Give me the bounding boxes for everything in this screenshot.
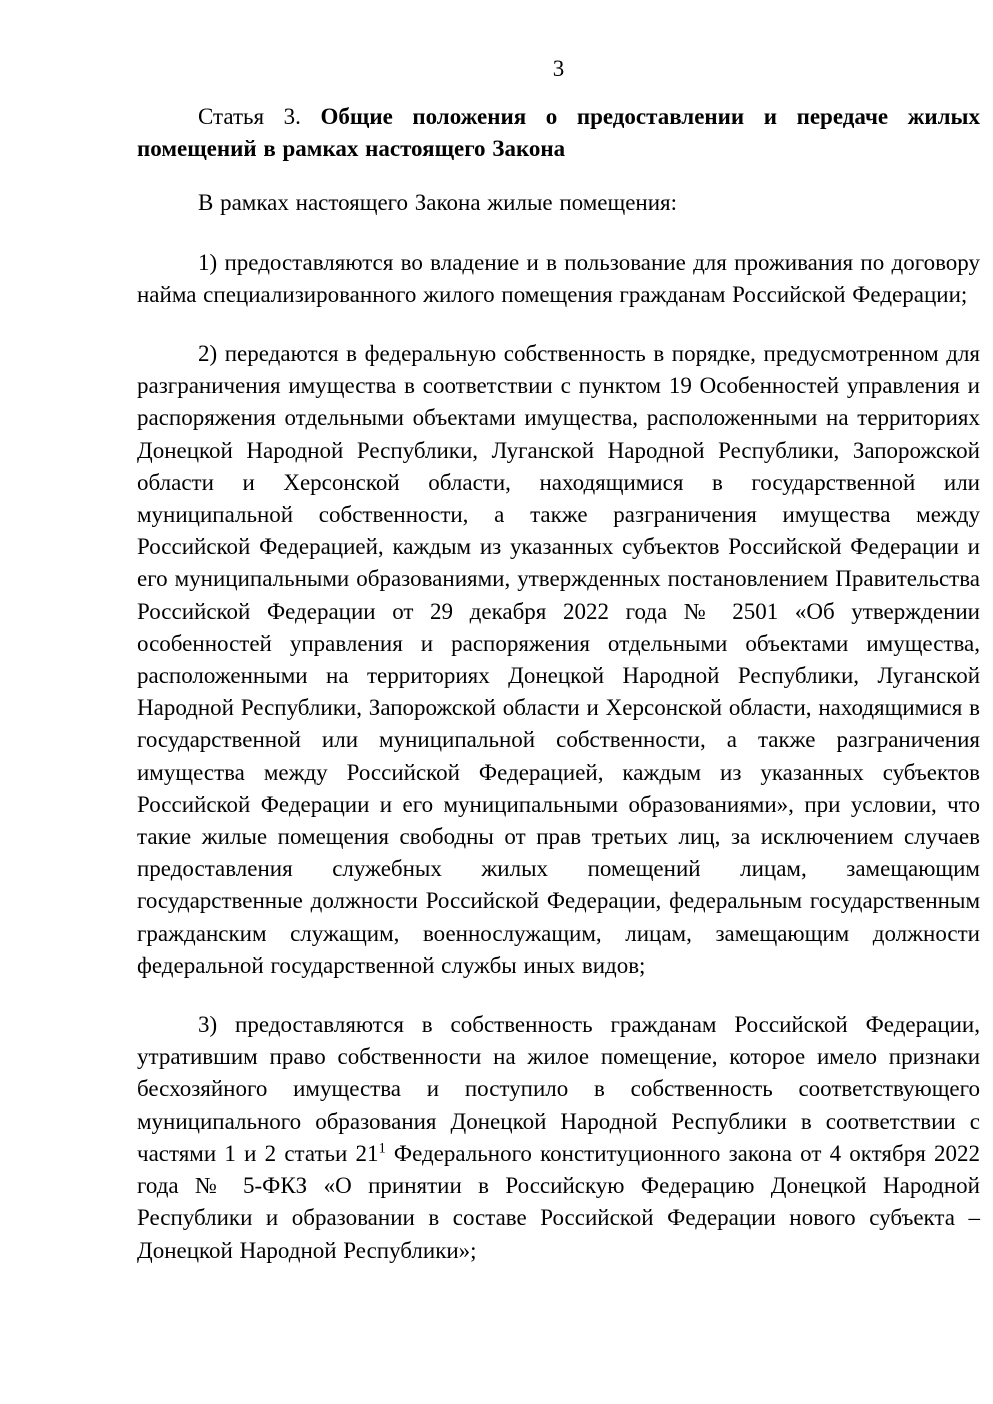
- paragraph-item-2: 2) передаются в федеральную собственность в порядке, предусмотренном для разграничения имущества в соответствии с пунктом 19 Особенностей управления и распоряжения отдельными объектами имущества, расположенными на территориях Донецкой Народной Республики, Луганской Народной Республики, Запорожской области и Херсонской области, находящимися в государственной или муниципальной собственности, а также разграничения имущества между Российской Федерацией, каждым из указанных субъектов Российской Федерации и его муниципальными образованиями, утвержденных постановлением Правительства Российской Федерации от 29 декабря 2022 года № 2501 «Об утверждении особенностей управления и распоряжения отдельными объектами имущества, расположенными на территориях Донецкой Народной Республики, Луганской Народной Республики, Запорожской области и Херсонской области, находящимися в государственной или муниципальной собственности, а также разграничения имущества между Российской Федерацией, каждым из указанных субъектов Российской Федерации и его муниципальными образованиями», при условии, что такие жилые помещения свободны от прав третьих лиц, за исключением случаев предоставления служебных жилых помещений лицам, замещающим государственные должности Российской Федерации, федеральным государственным гражданским служащим, военнослужащим, лицам, замещающим должности федеральной государственной службы иных видов;: [137, 341, 980, 978]
- page-number: 3: [552, 56, 565, 81]
- paragraph-item-3: [137, 1009, 980, 1267]
- article-heading: [137, 101, 980, 165]
- document-content: [137, 101, 980, 1267]
- paragraph-item-3-continuation: Федерального конституционного закона от 4 октября 2022 года № 5-ФКЗ «О принятии в Российскую Федерацию Донецкой Народной Республики и образовании в составе Российской Федерации нового субъекта – Донецкой Народной Республики»;: [137, 1140, 980, 1263]
- paragraph-item-1: 1) предоставляются во владение и в пользование для проживания по договору найма специализированного жилого помещения гражданам Российской Федерации;: [137, 249, 980, 307]
- article-number-label: Статья 3.: [198, 104, 301, 129]
- article-title: Общие положения о предоставлении и передаче жилых помещений в рамках настоящего Закона: [137, 104, 980, 162]
- footnote-superscript: 1: [378, 1140, 386, 1157]
- intro-paragraph: В рамках настоящего Закона жилые помещения:: [198, 190, 678, 216]
- paragraph-item-3-text: 3) предоставляются в собственность гражданам Российской Федерации, утратившим право собственности на жилое помещение, которое имело признаки бесхозяйного имущества и поступило в собственность соответствующего муниципального образования Донецкой Народной Республики в соответствии с частями 1 и 2 статьи 21: [137, 1012, 980, 1166]
